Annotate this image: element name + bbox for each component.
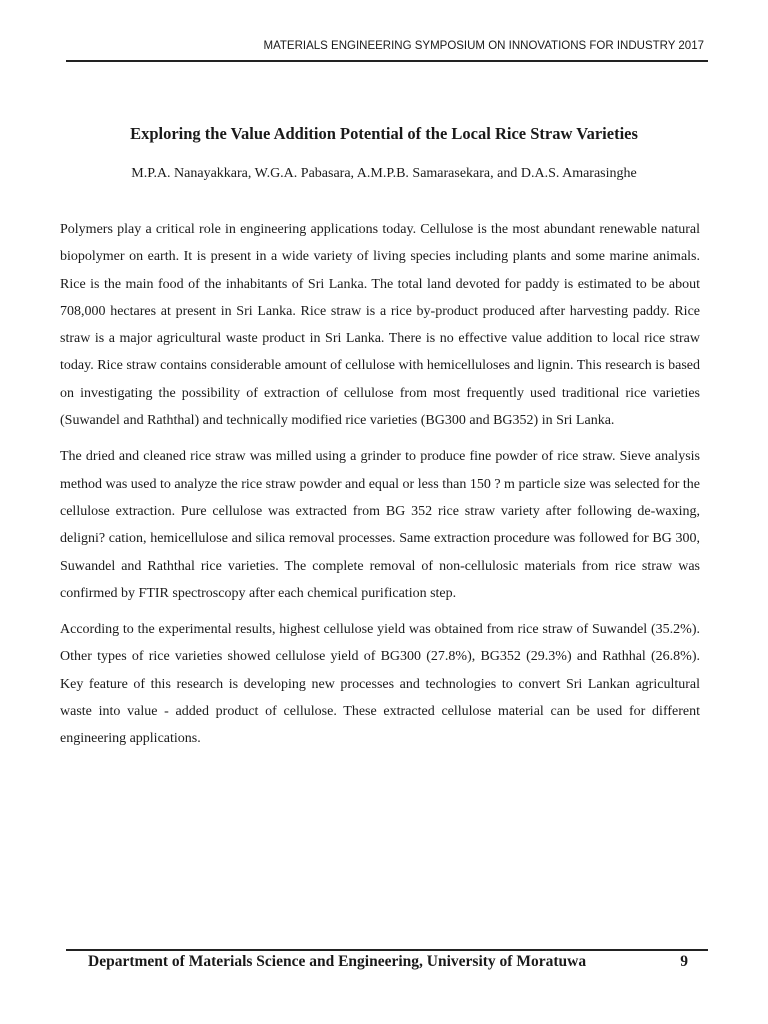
paragraph-2: The dried and cleaned rice straw was milled using a grinder to produce fine powder of rice straw. Sieve analysis method was used to analyze the rice straw powder and equal or less than 150 ? m particle size was selected for the cellulose extraction. Pure cellulose was extracted from BG 352 rice straw variety after following de-waxing, deligni? cation, hemicellulose and silica removal processes. Same extraction procedure was followed for BG 300, Suwandel and Raththal rice varieties. The complete removal of non-cellulosic materials from rice straw was confirmed by FTIR spectroscopy after each chemical purification step. <box>60 449 700 601</box>
footer-department: Department of Materials Science and Engineering, University of Moratuwa <box>88 953 587 970</box>
author-list: M.P.A. Nanayakkara, W.G.A. Pabasara, A.M.P.B. Samarasekara, and D.A.S. Amarasinghe <box>131 166 637 181</box>
header-rule <box>66 60 708 62</box>
footer-rule <box>66 949 708 951</box>
page-number: 9 <box>680 953 688 970</box>
abstract-body <box>60 216 700 762</box>
paragraph-1: Polymers play a critical role in engineering applications today. Cellulose is the most abundant renewable natural biopolymer on earth. It is present in a wide variety of living species including plants and some marine animals. Rice is the main food of the inhabitants of Sri Lanka. The total land devoted for paddy is estimated to be about 708,000 hectares at present in Sri Lanka. Rice straw is a rice by-product produced after harvesting paddy. Rice straw is a major agricultural waste product in Sri Lanka. There is no effective value addition to local rice straw today. Rice straw contains considerable amount of cellulose with hemicelluloses and lignin. This research is based on investigating the possibility of extraction of cellulose from most frequently used traditional rice varieties (Suwandel and Raththal) and technically modified rice varieties (BG300 and BG352) in Sri Lanka. <box>60 222 700 429</box>
running-header: MATERIALS ENGINEERING SYMPOSIUM ON INNOVATIONS FOR INDUSTRY 2017 <box>263 40 704 52</box>
article-title: Exploring the Value Addition Potential of the Local Rice Straw Varieties <box>130 124 638 143</box>
paragraph-3: According to the experimental results, highest cellulose yield was obtained from rice straw of Suwandel (35.2%). Other types of rice varieties showed cellulose yield of BG300 (27.8%), BG352 (29.3%) and Rathhal (26.8%). Key feature of this research is developing new processes and technologies to convert Sri Lankan agricultural waste into value - added product of cellulose. These extracted cellulose material can be used for different engineering applications. <box>60 622 700 747</box>
page-footer <box>88 953 688 971</box>
